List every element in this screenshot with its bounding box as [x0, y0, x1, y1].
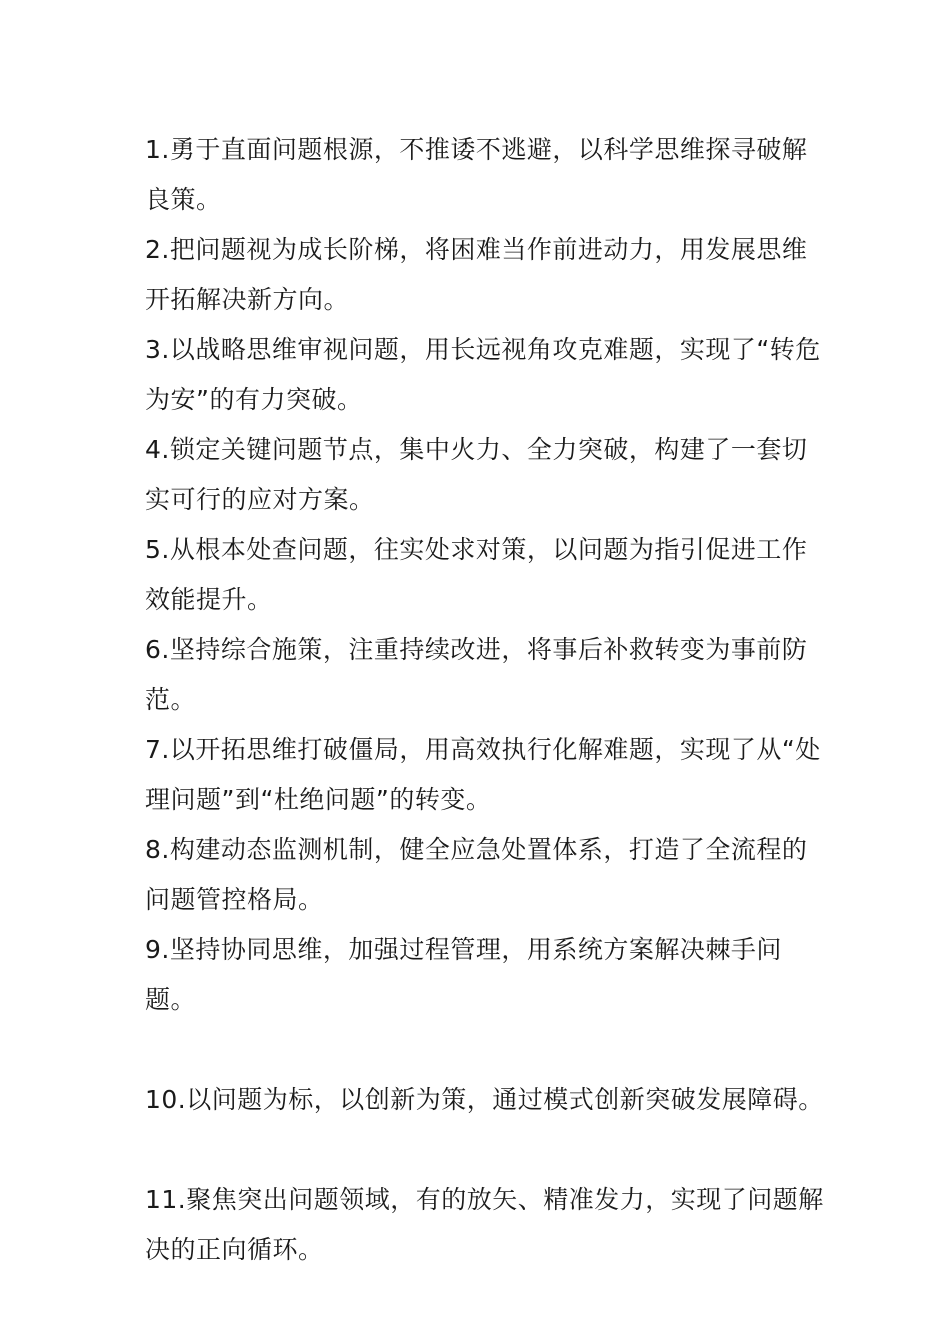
list-item: 4.锁定关键问题节点，集中火力、全力突破，构建了一套切实可行的应对方案。	[145, 435, 808, 514]
document-body	[145, 125, 825, 1275]
list-item: 6.坚持综合施策，注重持续改进，将事后补救转变为事前防范。	[145, 635, 808, 714]
list-item: 7.以开拓思维打破僵局，用高效执行化解难题，实现了从“处理问题”到“杜绝问题”的转变。	[145, 735, 821, 814]
list-item: 10.以问题为标，以创新为策，通过模式创新突破发展障碍。	[145, 1085, 824, 1114]
list-item: 3.以战略思维审视问题，用长远视角攻克难题，实现了“转危为安”的有力突破。	[145, 335, 821, 414]
list-item: 1.勇于直面问题根源，不推诿不逃避，以科学思维探寻破解良策。	[145, 135, 808, 214]
list-item: 2.把问题视为成长阶梯，将困难当作前进动力，用发展思维开拓解决新方向。	[145, 235, 808, 314]
list-item: 9.坚持协同思维，加强过程管理，用系统方案解决棘手问题。	[145, 935, 782, 1014]
list-item: 11.聚焦突出问题领域，有的放矢、精准发力，实现了问题解决的正向循环。	[145, 1185, 824, 1264]
list-item: 5.从根本处查问题，往实处求对策，以问题为指引促进工作效能提升。	[145, 535, 808, 614]
list-item: 8.构建动态监测机制，健全应急处置体系，打造了全流程的问题管控格局。	[145, 835, 808, 914]
